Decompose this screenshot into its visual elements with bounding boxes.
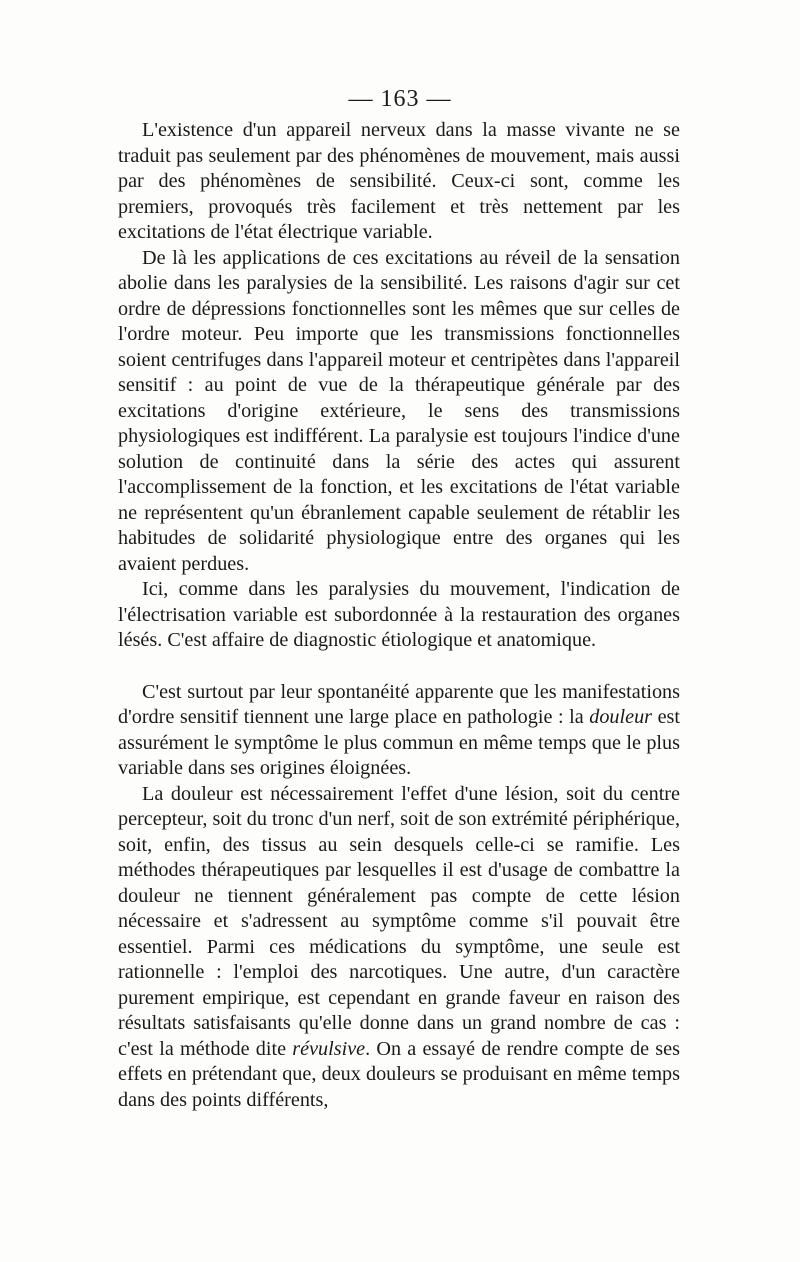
- paragraph-ici: Ici, comme dans les paralysies du mouvement, l'indication de l'électrisation variable est subordonnée à la restauration des organes lésés. C'est affaire de diagnostic étiologique et anatomique.: [118, 578, 680, 651]
- paragraph-text: . On a essayé de rendre compte de ses effets en prétendant que, deux douleurs se produisant en même temps dans des points différents,: [118, 1037, 680, 1111]
- body-text: [118, 118, 680, 1113]
- emphasis-revulsive: révulsive: [292, 1037, 366, 1060]
- paragraph-applications: De là les applications de ces excitations au réveil de la sensation abolie dans les paralysies de la sensibilité. Les raisons d'agir sur cet ordre de dépressions fonctionnelles sont les mêmes que sur celles de l'ordre moteur. Peu importe que les transmissions fonctionnelles soient centrifuges dans l'appareil moteur et centripètes dans l'appareil sensitif : au point de vue de la thérapeutique générale par des excitations d'origine extérieure, le sens des transmissions physiologiques est indifférent. La paralysie est toujours l'indice d'une solution de continuité dans la série des actes qui assurent l'accomplissement de la fonction, et les excitations de l'état variable ne représentent qu'un ébranlement capable seulement de rétablir les habitudes de solidarité physiologique entre des organes qui les avaient perdues.: [118, 246, 680, 575]
- page-number: — 163 —: [348, 86, 452, 112]
- paragraph-douleur-lesion: [118, 782, 680, 1114]
- paragraph-spontaneite: [118, 680, 680, 782]
- emphasis-douleur: douleur: [589, 706, 653, 728]
- paragraph-text: est assurément le symptôme le plus commun en même temps que le plus variable dans ses origines éloignées.: [118, 706, 680, 779]
- paragraph-existence: L'existence d'un appareil nerveux dans la masse vivante ne se traduit pas seulement par des phénomènes de mouvement, mais aussi par des phénomènes de sensibilité. Ceux-ci sont, comme les premiers, provoqués très facilement et très nettement par les excitations de l'état électrique variable.: [118, 119, 680, 243]
- paragraph-text: La douleur est nécessairement l'effet d'une lésion, soit du centre percepteur, soit du tronc d'un nerf, soit de son extrémité périphérique, soit, enfin, des tissus au sein desquels celle-ci se ramifie. Les méthodes thérapeutiques par lesquelles il est d'usage de combattre la douleur ne tiennent généralement pas compte de cette lésion nécessaire et s'adressent au symptôme comme s'il pouvait être essentiel. Parmi ces médications du symptôme, une seule est rationnelle : l'emploi des narcotiques. Une autre, d'un caractère purement empirique, est cependant en grande faveur en raison des résultats satisfaisants qu'elle donne dans un grand nombre de cas : c'est la méthode dite: [118, 782, 680, 1060]
- paragraph-text: C'est surtout par leur spontanéité apparente que les manifestations d'ordre sensitif tiennent une large place en pathologie : la: [118, 680, 680, 728]
